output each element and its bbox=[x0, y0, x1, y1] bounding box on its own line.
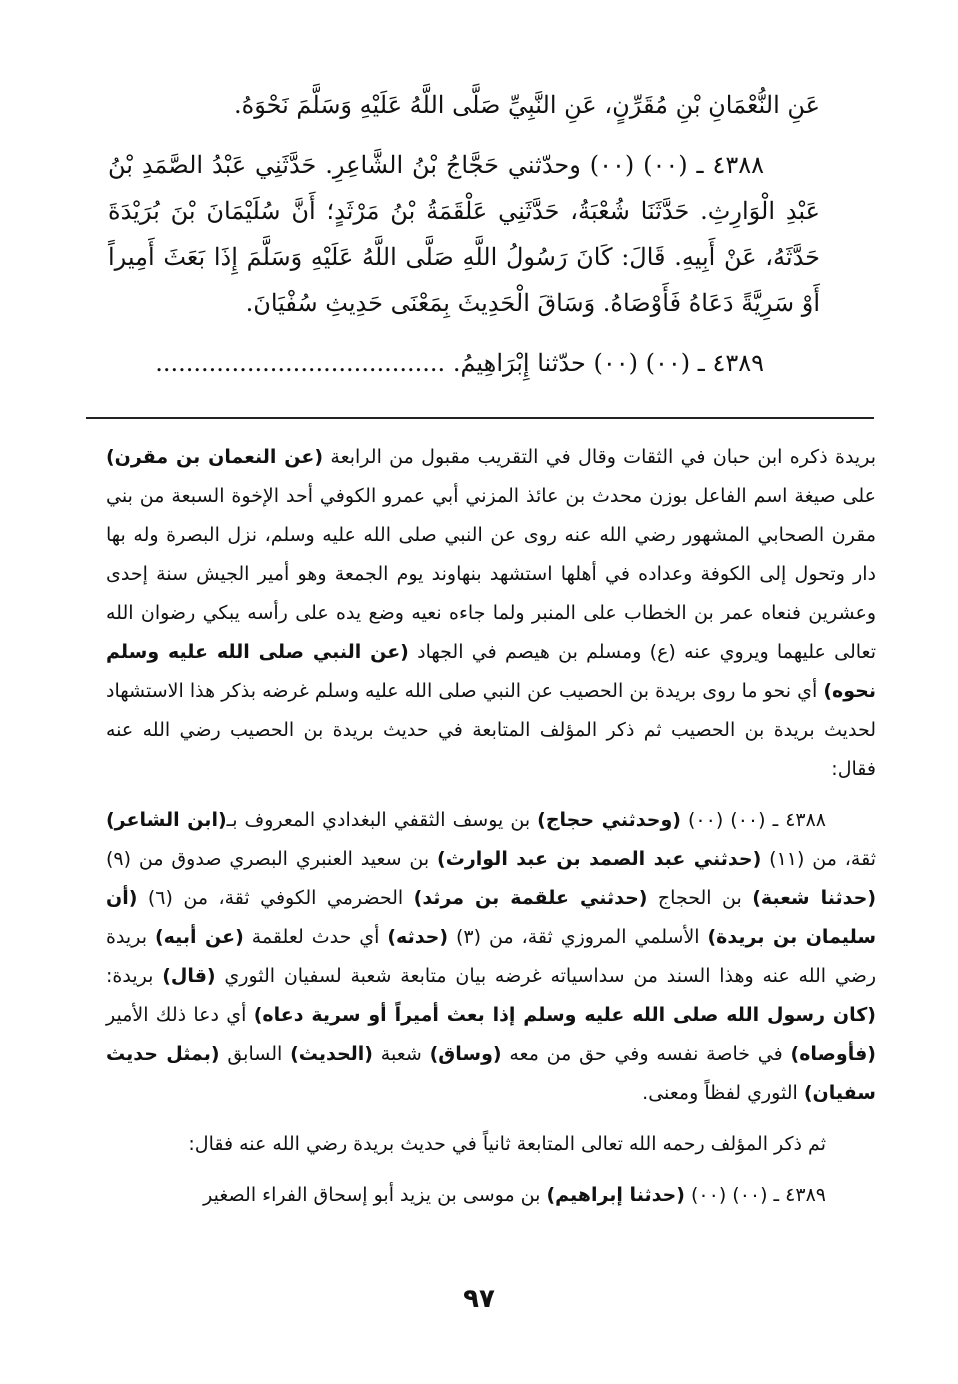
commentary-p2-segment: بن يوسف الثقفي البغدادي المعروف بـ bbox=[226, 809, 538, 831]
commentary-p1-segment: أي نحو ما روى بريدة بن الحصيب عن النبي صلى الله عليه وسلم غرضه بذكر هذا الاستشهاد لحديث بريدة بن الحصيب ثم ذكر المؤلف المتابعة في حديث بريدة بن الحصيب رضي الله عنه فقال: bbox=[106, 680, 876, 780]
hadith-text-block bbox=[108, 82, 820, 386]
commentary-p1-segment: (عن النبي صلى الله عليه وسلم نحوه) bbox=[106, 641, 876, 702]
hadith-line-continuation: عَنِ النُّعْمَانِ بْنِ مُقَرِّنٍ، عَنِ النَّبِيِّ صَلَّى اللَّهُ عَلَيْهِ وَسَلَّمَ نَحْوَهُ. bbox=[234, 91, 820, 119]
commentary-p2-segment: بريدة رضي الله عنه وهذا السند من سداسياته غرضه بيان متابعة شعبة لسفيان الثوري bbox=[106, 926, 877, 987]
commentary-p2-segment: (قال) bbox=[162, 965, 216, 987]
commentary-p1-segment: (عن النعمان بن مقرن) bbox=[106, 446, 324, 468]
commentary-p2-segment: بريدة: bbox=[106, 965, 163, 987]
commentary-p2-segment: ثقة، من (١١) bbox=[761, 848, 876, 870]
commentary-p2-segment: (بمثل حديث سفيان) bbox=[106, 1043, 876, 1104]
commentary-block bbox=[106, 438, 876, 1215]
commentary-p2-segment: في خاصة نفسه وفي حق من معه bbox=[501, 1043, 791, 1065]
commentary-paragraph-2 bbox=[106, 801, 876, 1113]
commentary-p4-segment: ٤٣٨٩ ـ (٠٠) (٠٠) bbox=[684, 1184, 826, 1206]
commentary-p2-segment: (كان رسول الله صلى الله عليه وسلم إذا بعث أميراً أو سرية دعاه) bbox=[253, 1004, 876, 1026]
commentary-p2-segment: (وساق) bbox=[429, 1043, 502, 1065]
commentary-p1-segment: بريدة ذكره ابن حبان في الثقات وقال في التقريب مقبول من الرابعة bbox=[323, 446, 876, 468]
commentary-p2-segment: (الحديث) bbox=[290, 1043, 373, 1065]
commentary-p2-segment: أي حدث لعلقمة bbox=[243, 926, 388, 948]
hadith-4389 bbox=[108, 340, 820, 386]
hadith-4389-text: ٤٣٨٩ ـ (٠٠) (٠٠) حدّثنا إِبْرَاهِيمُ. bbox=[452, 349, 764, 377]
commentary-paragraph-3: ثم ذكر المؤلف رحمه الله تعالى المتابعة ثانياً في حديث بريدة رضي الله عنه فقال: bbox=[188, 1133, 826, 1155]
commentary-p2-segment: (حدثني عبد الصمد بن عبد الوارث) bbox=[437, 848, 762, 870]
commentary-paragraph-4 bbox=[106, 1176, 876, 1215]
footnote-divider bbox=[86, 417, 874, 419]
commentary-p2-segment: الحضرمي الكوفي ثقة، من (٦) bbox=[137, 887, 414, 909]
commentary-p2-segment: (عن أبيه) bbox=[154, 926, 244, 948]
commentary-p4-segment: بن موسى بن يزيد أبو إسحاق الفراء الصغير bbox=[203, 1184, 547, 1206]
hadith-4388: ٤٣٨٨ ـ (٠٠) (٠٠) وحدّثني حَجَّاجُ بْنُ الشَّاعِرِ. حَدَّثَنِي عَبْدُ الصَّمَدِ بْنُ عَبْدِ الْوَارِثِ. حَدَّثَنَا شُعْبَةُ، حَدَّثَنِي عَلْقَمَةُ بْنُ مَرْثَدٍ؛ أَنَّ سُلَيْمَانَ بْنَ بُرَيْدَةَ حَدَّثَهُ، عَنْ أَبِيهِ. قَالَ: كَانَ رَسُولُ اللَّهِ صَلَّى اللَّهُ عَلَيْهِ وَسَلَّمَ إِذَا بَعَثَ أَمِيراً أَوْ سَرِيَّةً دَعَاهُ فَأَوْصَاهُ. وَسَاقَ الْحَدِيثَ بِمَعْنَى حَدِيثِ سُفْيَانَ. bbox=[108, 151, 820, 317]
commentary-p2-segment: بن سعيد العنبري البصري صدوق من (٩) bbox=[106, 848, 438, 870]
hadith-4389-ellipsis: ...................................... bbox=[155, 349, 446, 377]
commentary-p2-segment: (ابن الشاعر) bbox=[106, 809, 227, 831]
commentary-p4-segment: (حدثنا إبراهيم) bbox=[546, 1184, 685, 1206]
commentary-p2-segment: شعبة bbox=[373, 1043, 430, 1065]
commentary-p2-segment: الأسلمي المروزي ثقة، من (٣) bbox=[448, 926, 708, 948]
commentary-p2-segment: السابق bbox=[219, 1043, 291, 1065]
commentary-p2-segment: الثوري لفظاً ومعنى. bbox=[642, 1082, 804, 1104]
commentary-p2-segment: (وحدثني حجاج) bbox=[537, 809, 681, 831]
page-number: ٩٧ bbox=[463, 1284, 495, 1314]
commentary-p2-segment: (حدثه) bbox=[387, 926, 449, 948]
commentary-p2-segment: (حدثنا شعبة) bbox=[752, 887, 877, 909]
commentary-paragraph-1 bbox=[106, 438, 876, 789]
commentary-p2-segment: ٤٣٨٨ ـ (٠٠) (٠٠) bbox=[680, 809, 827, 831]
commentary-p2-segment: (حدثني علقمة بن مرثد) bbox=[413, 887, 648, 909]
commentary-p2-segment: أي دعا ذلك الأمير bbox=[106, 1004, 254, 1026]
commentary-p2-segment: (أن سليمان بن بريدة) bbox=[106, 887, 877, 948]
commentary-p2-segment: بن الحجاج bbox=[647, 887, 753, 909]
commentary-p1-segment: على صيغة اسم الفاعل بوزن محدث بن عائذ المزني أبي عمرو الكوفي أحد الإخوة السبعة من بني مقرن الصحابي المشهور رضي الله عنه روى عن النبي صلى الله عليه وسلم، نزل البصرة وله بها دار وتحول إلى الكوفة وعداده في أهلها استشهد بنهاوند يوم الجمعة وهو أمير الجيش سنة إحدى وعشرين فنعاه عمر بن الخطاب على المنبر ولما جاءه نعيه وضع يده على رأسه يبكي رضوان الله تعالى عليهما ويروي عنه (ع) ومسلم بن هيصم في الجهاد bbox=[106, 485, 876, 663]
commentary-p2-segment: (فأوصاه) bbox=[790, 1043, 876, 1065]
